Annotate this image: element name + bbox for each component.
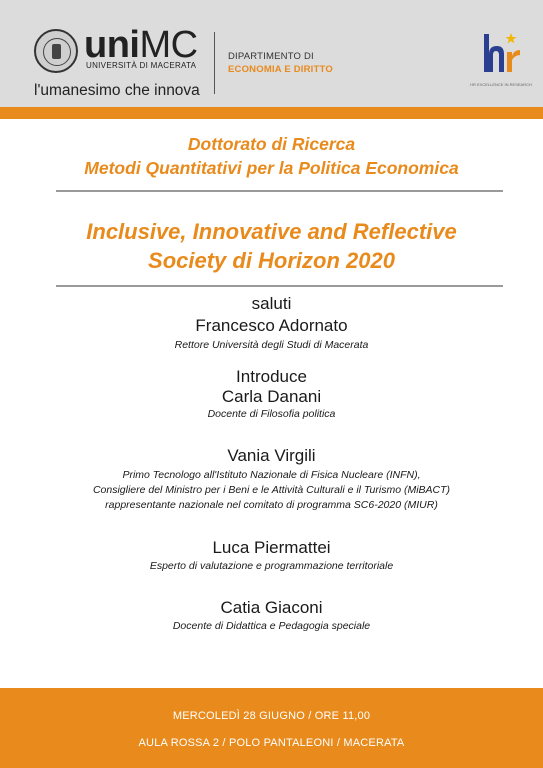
event-title-line1: Inclusive, Innovative and Reflective — [86, 219, 457, 244]
divider-rule — [56, 190, 503, 192]
speaker-desc: Docente di Didattica e Pedagogia speciale — [172, 620, 371, 632]
divider-rule — [56, 285, 503, 287]
speaker-name: Luca Piermattei — [212, 538, 331, 557]
university-seal-logo — [34, 29, 78, 73]
speaker-desc: Primo Tecnologo all'Istituto Nazionale di Fisica Nucleare (INFN), — [122, 469, 421, 481]
speaker-role: saluti — [251, 294, 292, 313]
header-band — [0, 0, 543, 107]
department-name: ECONOMIA E DIRITTO — [228, 64, 333, 75]
speaker-name: Vania Virgili — [227, 446, 316, 465]
program-title-line1: Dottorato di Ricerca — [187, 134, 356, 154]
university-name: UNIVERSITÀ DI MACERATA — [86, 61, 197, 70]
speaker-name: Carla Danani — [221, 387, 322, 406]
speaker-name: Catia Giaconi — [220, 598, 323, 617]
speaker-desc: Consigliere del Ministro per i Beni e le Attività Culturali e il Turismo (MiBACT) — [92, 484, 451, 496]
event-title-line2: Society di Horizon 2020 — [148, 248, 395, 273]
event-location: AULA ROSSA 2 / POLO PANTALEONI / MACERATA — [138, 737, 405, 749]
speaker-name: Francesco Adornato — [195, 316, 348, 335]
speaker-desc: Rettore Università degli Studi di Macerata — [174, 339, 369, 351]
speaker-role: Introduce — [236, 367, 307, 386]
unimc-logo: uniMC — [84, 24, 198, 66]
speaker-desc: rappresentante nazionale nel comitato di programma SC6-2020 (MIUR) — [105, 499, 438, 511]
orange-band-bottom — [0, 688, 543, 768]
speaker-desc: Esperto di valutazione e programmazione territoriale — [149, 560, 394, 572]
motto: l'umanesimo che innova — [34, 82, 200, 99]
hr-caption: HR EXCELLENCE IN RESEARCH — [470, 82, 532, 87]
event-date: MERCOLEDÌ 28 GIUGNO / ORE 11,00 — [172, 710, 371, 722]
header-divider — [214, 32, 215, 94]
department-label: DIPARTIMENTO DI — [228, 51, 314, 62]
orange-band-top — [0, 107, 543, 119]
hr-excellence-logo — [478, 30, 522, 76]
speaker-desc: Docente di Filosofia politica — [207, 408, 336, 420]
program-title-line2: Metodi Quantitativi per la Politica Economica — [84, 158, 459, 178]
